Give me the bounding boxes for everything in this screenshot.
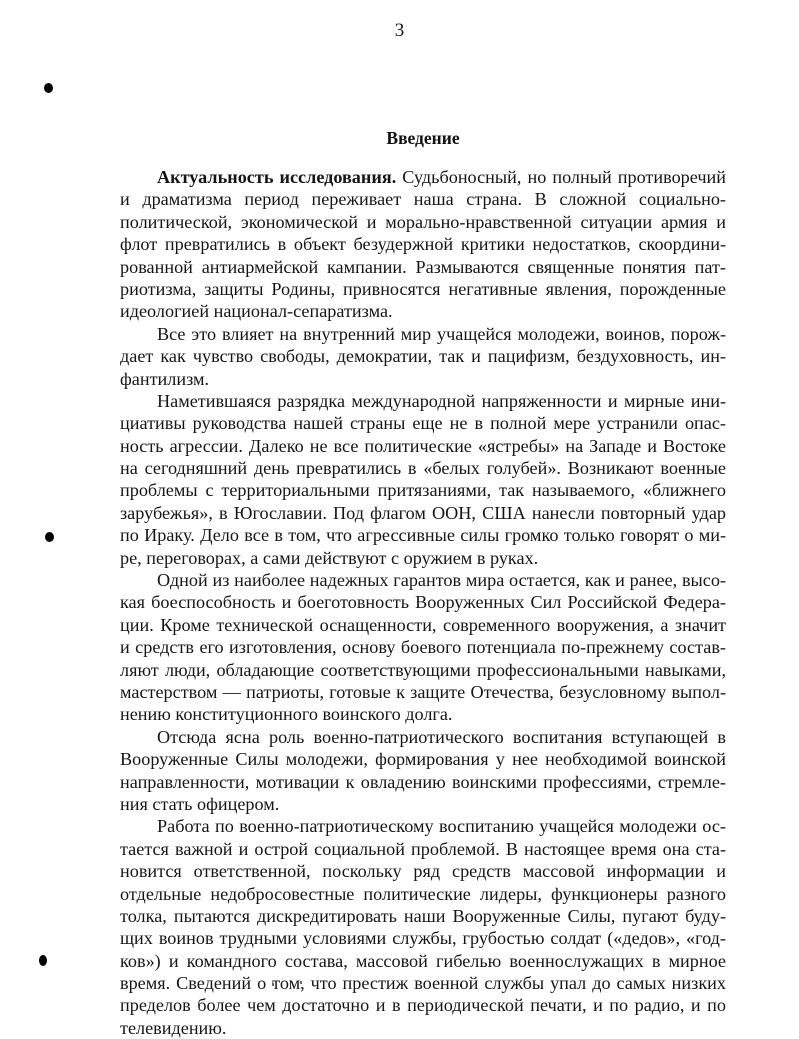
text-line: Вооруженные Силы молодежи, формирования у нее необходимой воинской — [120, 749, 726, 770]
text-line: ность агрессии. Далеко не все политические «ястребы» на Западе и Востоке — [120, 435, 726, 456]
text-line: Работа по военно-патриотическому воспитанию учащейся молодежи ос- — [157, 816, 726, 837]
paragraph — [120, 323, 726, 390]
text-line: мастерством — патриоты, готовые к защите Отечества, безусловному выпол- — [120, 681, 726, 702]
text-line: на сегодняшний день превратились в «белых голубей». Возникают военные — [120, 458, 726, 479]
text-line: ре, переговорах, а сами действуют с оружием в руках. — [120, 547, 539, 568]
paragraph — [120, 166, 726, 323]
text-line: ции. Кроме технической оснащенности, современного вооружения, а значит — [120, 614, 726, 635]
text-line: идеологией национал-сепаратизма. — [120, 301, 393, 322]
text-line: телевидению. — [120, 1017, 227, 1038]
text-line: риотизма, защиты Родины, привносятся негативные явления, порожденные — [120, 278, 726, 299]
text-line: Актуальность исследования. Судьбоносный, но полный противоречий — [157, 167, 726, 187]
text-line: политической, экономической и морально-нравственной ситуации армия и — [120, 211, 726, 232]
text-line: флот превратились в объект безудержной критики недостатков, скоордини- — [120, 234, 726, 255]
paragraph — [120, 390, 726, 569]
binding-hole-mark-top — [44, 83, 53, 93]
paragraph — [120, 726, 726, 816]
text-line: нению конституционного воинского долга. — [120, 704, 453, 725]
section-title: Введение — [386, 128, 460, 148]
text-line: толка, пытаются дискредитировать наши Вооруженные Силы, пугают буду- — [120, 905, 726, 926]
lead-heading: Актуальность исследования. — [157, 167, 397, 187]
text-line: дает как чувство свободы, демократии, так и пацифизм, бездуховность, ин- — [120, 346, 726, 367]
paragraph — [120, 569, 726, 726]
text-line: Все это влияет на внутренний мир учащейся молодежи, воинов, порож- — [157, 323, 726, 344]
text-line: по Ираку. Дело все в том, что агрессивные силы громко только говорят о ми- — [120, 525, 726, 546]
text-line: и средств его изготовления, основу боевого потенциала по-прежнему состав- — [120, 637, 726, 658]
binding-hole-mark-middle — [45, 532, 54, 542]
text-line: время. Сведений о том, что престиж военной службы упал до самых низких — [120, 973, 726, 994]
document-body — [120, 166, 726, 1039]
text-line: проблемы с территориальными притязаниями, так называемого, «ближнего — [120, 480, 726, 501]
text-line: тается важной и острой социальной проблемой. В настоящее время она ста- — [120, 838, 726, 859]
page-number: 3 — [394, 20, 405, 41]
text-line: Одной из наиболее надежных гарантов мира остается, как и ранее, высо- — [157, 570, 726, 591]
text-line: ния стать офицером. — [120, 793, 280, 814]
text-line: зарубежья», в Югославии. Под флагом ООН, США нанесли повторный удар — [120, 502, 726, 523]
text-line: ляют люди, обладающие соответствующими профессиональными навыками, — [120, 659, 726, 680]
text-line: пределов более чем достаточно и в периодической печати, и по радио, и по — [120, 995, 726, 1016]
text-line: фантилизм. — [120, 368, 210, 389]
text-line: щих воинов трудными условиями службы, грубостью солдат («дедов», «год- — [120, 928, 726, 949]
text-line: кая боеспособность и боеготовность Вооруженных Сил Российской Федера- — [120, 592, 726, 613]
text-line: Наметившаяся разрядка международной напряженности и мирные ини- — [157, 390, 726, 411]
text-line: направленности, мотивации к овладению воинскими профессиями, стремле- — [120, 771, 726, 792]
text-line: Отсюда ясна роль военно-патриотического воспитания вступающей в — [157, 726, 726, 747]
text-line: и драматизма период переживает наша страна. В сложной социально- — [120, 189, 726, 210]
text-line: новится ответственной, поскольку ряд средств массовой информации и — [120, 861, 726, 882]
text-line: рованной антиармейской кампании. Размываются священные понятия пат- — [120, 256, 726, 277]
paragraph — [120, 815, 726, 1039]
text-line: отдельные недобросовестные политические лидеры, функционеры разного — [120, 883, 726, 904]
binding-hole-mark-bottom — [39, 955, 47, 966]
text-line: циативы руководства нашей страны еще не в полной мере устранили опас- — [120, 413, 726, 434]
text-line: ков») и командного состава, массовой гибелью военнослужащих в мирное — [120, 950, 726, 971]
